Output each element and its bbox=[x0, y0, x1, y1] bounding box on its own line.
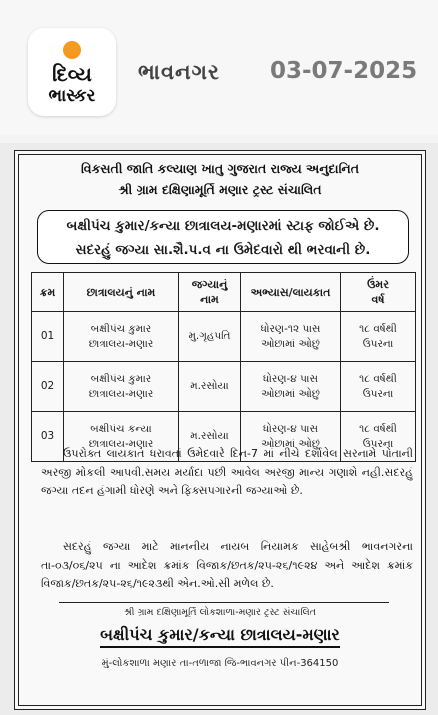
cell-hostel-line-1: બક્ષીપંચ કુમાર bbox=[90, 372, 152, 385]
notice-top-line-1: વિકસતી જાતિ કલ્યાણ ખાતુ ગુજરાત રાજ્ય અનુદાનિત bbox=[80, 161, 360, 176]
divya-bhaskar-logo[interactable] bbox=[28, 28, 116, 116]
divider-line bbox=[59, 602, 389, 603]
footer-trust-line: શ્રી ગ્રામ દક્ષિણામૂર્તિ લોકશાળા-મણાર ટ્રસ્ટ સંચાલિત bbox=[124, 607, 316, 618]
cell-number: 02 bbox=[32, 362, 64, 412]
table-header-row bbox=[32, 273, 416, 312]
cell-number: 01 bbox=[32, 312, 64, 362]
logo-line-1: દિવ્ય bbox=[52, 62, 92, 86]
cell-qualification bbox=[241, 362, 341, 412]
cell-age-line-2: ઉપરના bbox=[362, 437, 394, 450]
cell-number: 03 bbox=[32, 412, 64, 462]
col-header-number: ક્રમ bbox=[32, 273, 64, 312]
cell-hostel bbox=[64, 362, 179, 412]
banner-line-1: બક્ષીપંચ કુમાર/કન્યા છાત્રાલય-મણારમાં સ્ટાફ જોઈએ છે. bbox=[66, 218, 380, 234]
cell-hostel-line-2: છાત્રાલય-મણાર bbox=[88, 437, 154, 450]
cell-age-line-2: ઉપરના bbox=[362, 387, 394, 400]
cell-age bbox=[341, 362, 416, 412]
cell-age-line-1: ૧૮ વર્ષથી bbox=[359, 422, 397, 435]
notice-paragraph-2: સદરહું જગ્યા માટે માનનીય નાયબ નિયામક સાહેબશ્રી ભાવનગરના તા-૦૩/૦૬/૨૫ ના આદેશ ક્રમાંક વિજાક/છતક/૨૫-૨૬/૧૯૨૪ અને આદેશ ક્રમાંક વિજાક/છતક/૨૫-૨૬/૧૯૨૩થી એન.ઓ.સી મળેલ છે. bbox=[41, 540, 413, 590]
app-header bbox=[0, 0, 438, 135]
cell-age-line-2: ઉપરના bbox=[362, 337, 394, 350]
cell-qualification-line-1: ધોરણ-૪ પાસ bbox=[262, 422, 319, 435]
cell-hostel-line-1: બક્ષીપંચ કુમાર bbox=[90, 322, 152, 335]
col-header-post bbox=[179, 273, 241, 312]
logo-line-2: ભાસ્કર bbox=[48, 86, 96, 106]
sun-icon bbox=[63, 41, 81, 59]
col-header-post-line-2: નામ bbox=[200, 293, 219, 306]
notice-top-line-2: શ્રી ગ્રામ દક્ષિણામૂર્તિ મણાર ટ્રસ્ટ સંચાલિત bbox=[118, 182, 322, 197]
notice-advertisement bbox=[14, 150, 426, 710]
col-header-qualification: અભ્યાસ/લાયકાત bbox=[241, 273, 341, 312]
cell-qualification-line-2: ઓછામાં ઓછું bbox=[261, 337, 320, 350]
notice-banner bbox=[37, 210, 409, 264]
col-header-age-line-1: ઉંમર bbox=[367, 278, 389, 291]
notice-paragraph-1: ઉપરોક્ત લાયકાત ધરાવતાં ઉમેદવારે દિન-7 માં નીચે દર્શાવેલ સરનામે પોતાની અરજી મોકલી આપવી.સમય મર્યાદા પછી આવેલ અરજી માન્ય ગણાશે નહી.સદરહું જગ્યા તદન હંગામી ધોરણે અને ફિક્સપગારની જગ્યાઓ છે. bbox=[41, 447, 413, 497]
cell-age-line-1: ૧૮ વર્ષથી bbox=[359, 322, 397, 335]
cell-post: મ.રસોયા bbox=[179, 362, 241, 412]
table-row bbox=[32, 362, 416, 412]
cell-post: મ.રસોયા bbox=[179, 412, 241, 462]
notice-inner-border bbox=[18, 154, 422, 706]
cell-qualification-line-2: ઓછામાં ઓછું bbox=[261, 437, 320, 450]
footer-title-text: બક્ષીપંચ કુમાર/કન્યા છાત્રાલય-મણાર bbox=[100, 625, 340, 648]
table-row bbox=[32, 312, 416, 362]
staff-table bbox=[31, 272, 416, 462]
banner-line-2: સદરહું જગ્યા સા.શૈ.પ.વ ના ઉમેદવારો થી ભરવાની છે. bbox=[75, 242, 371, 258]
cell-qualification-line-2: ઓછામાં ઓછું bbox=[261, 387, 320, 400]
col-header-age-line-2: વર્ષ bbox=[371, 293, 385, 306]
edition-date: 03-07-2025 bbox=[270, 58, 418, 84]
col-header-post-line-1: જગ્યાનું bbox=[191, 278, 228, 291]
cell-qualification-line-1: ધોરણ-૪ પાસ bbox=[262, 372, 319, 385]
cell-qualification-line-1: ધોરણ-૧૨ પાસ bbox=[260, 322, 321, 335]
cell-qualification bbox=[241, 312, 341, 362]
footer-title bbox=[19, 625, 421, 645]
edition-city: ભાવનગર bbox=[138, 60, 220, 84]
col-header-age bbox=[341, 273, 416, 312]
cell-hostel-line-2: છાત્રાલય-મણાર bbox=[88, 387, 154, 400]
cell-age-line-1: ૧૮ વર્ષથી bbox=[359, 372, 397, 385]
cell-hostel-line-2: છાત્રાલય-મણાર bbox=[88, 337, 154, 350]
col-header-hostel: છાત્રાલયનું નામ bbox=[64, 273, 179, 312]
cell-hostel-line-1: બક્ષીપંચ કન્યા bbox=[90, 422, 152, 435]
cell-hostel bbox=[64, 312, 179, 362]
footer-address: મું-લોકશાળા મણાર તા-તળાજા જિ-ભાવનગર પીન-364150 bbox=[101, 658, 339, 669]
cell-post: મુ.ગૃહપતિ bbox=[179, 312, 241, 362]
cell-age bbox=[341, 312, 416, 362]
